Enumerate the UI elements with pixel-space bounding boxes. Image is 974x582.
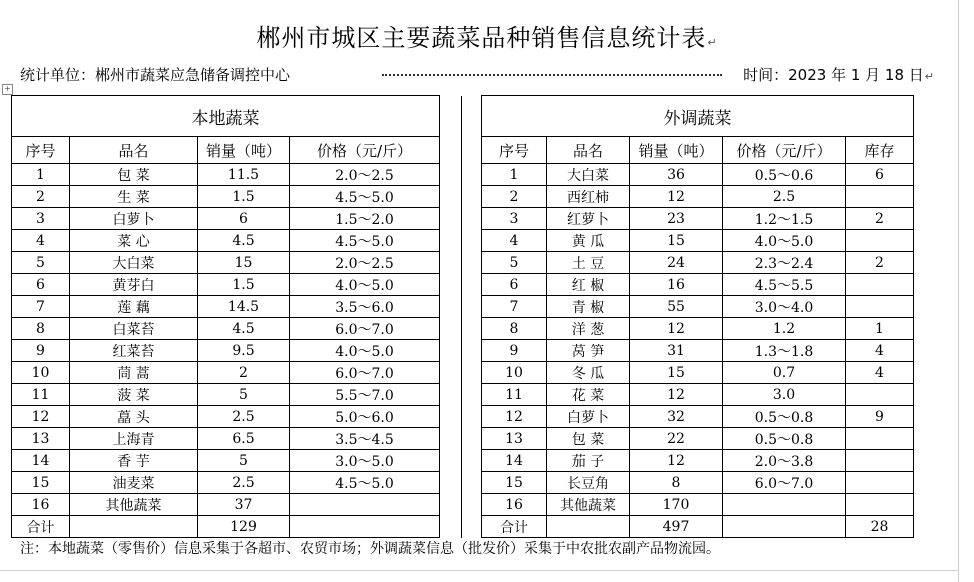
- cell-price-local: 6.0～7.0: [290, 318, 440, 340]
- table-row: [12, 428, 958, 450]
- cell-seq-imported: 7: [482, 296, 547, 318]
- separator-cell: [462, 384, 482, 406]
- cell-volume-imported: 32: [630, 406, 723, 428]
- cell-blank: [440, 384, 462, 406]
- separator-cell: [462, 274, 482, 296]
- cell-volume-local: 4.5: [198, 318, 290, 340]
- cell-blank: [440, 164, 462, 186]
- cell-blank: [440, 472, 462, 494]
- cell-blank: [914, 186, 958, 208]
- separator-cell: [462, 186, 482, 208]
- cell-blank: [914, 472, 958, 494]
- cell-stock-imported: 4: [846, 362, 914, 384]
- cell-blank: [914, 384, 958, 406]
- cell-volume-local: 9.5: [198, 340, 290, 362]
- cell-stock-imported: [846, 384, 914, 406]
- cell-name-local: 香 芋: [70, 450, 198, 472]
- cell-empty: [70, 516, 198, 538]
- cell-seq-local: 7: [12, 296, 70, 318]
- table-row: [12, 274, 958, 296]
- cell-blank: [440, 230, 462, 252]
- header-volume: 销量（吨）: [630, 137, 723, 164]
- cell-price-imported: 2.0～3.8: [723, 450, 846, 472]
- cell-empty: [547, 516, 630, 538]
- cell-empty: [290, 516, 440, 538]
- cell-name-local: 菜 心: [70, 230, 198, 252]
- cell-seq-imported: 1: [482, 164, 547, 186]
- cell-seq-local: 5: [12, 252, 70, 274]
- cell-blank: [914, 318, 958, 340]
- header-stock: 库存: [846, 137, 914, 164]
- cell-volume-imported: 22: [630, 428, 723, 450]
- cell-name-local: 上海青: [70, 428, 198, 450]
- cell-name-imported: 大白菜: [547, 164, 630, 186]
- cell-stock-imported: 9: [846, 406, 914, 428]
- cell-blank: [440, 252, 462, 274]
- group-local: 本地蔬菜: [12, 96, 440, 137]
- group-header-row: [12, 96, 958, 137]
- cell-seq-imported: 2: [482, 186, 547, 208]
- page-edge-bottom: [0, 570, 958, 571]
- cell-name-local: 生 菜: [70, 186, 198, 208]
- cell-volume-imported: 23: [630, 208, 723, 230]
- cell-name-imported: 冬 瓜: [547, 362, 630, 384]
- cell-seq-local: 1: [12, 164, 70, 186]
- cell-volume-imported: 15: [630, 230, 723, 252]
- cell-blank: [440, 274, 462, 296]
- cell-volume-local: 2.5: [198, 472, 290, 494]
- cell-seq-local: 4: [12, 230, 70, 252]
- cell-name-local: 红菜苔: [70, 340, 198, 362]
- cell-price-imported: 3.0～4.0: [723, 296, 846, 318]
- separator-cell: [462, 450, 482, 472]
- cell-blank: [914, 208, 958, 230]
- cell-name-imported: 土 豆: [547, 252, 630, 274]
- separator-cell: [462, 362, 482, 384]
- cell-empty: [723, 516, 846, 538]
- cell-name-imported: 茄 子: [547, 450, 630, 472]
- cell-seq-imported: 14: [482, 450, 547, 472]
- total-volume-imported: 497: [630, 516, 723, 538]
- cell-volume-imported: 8: [630, 472, 723, 494]
- cell-seq-local: 3: [12, 208, 70, 230]
- cell-volume-local: 37: [198, 494, 290, 516]
- cell-blank: [440, 428, 462, 450]
- cell-volume-local: 14.5: [198, 296, 290, 318]
- separator-cell: [462, 516, 482, 538]
- cell-volume-local: 4.5: [198, 230, 290, 252]
- table-row: [12, 318, 958, 340]
- table-row: [12, 472, 958, 494]
- cell-seq-imported: 4: [482, 230, 547, 252]
- vegetable-sales-table: [11, 95, 958, 538]
- cell-volume-local: 6: [198, 208, 290, 230]
- table-row: [12, 450, 958, 472]
- cell-volume-imported: 36: [630, 164, 723, 186]
- total-label-imported: 合计: [482, 516, 547, 538]
- cell-price-local: 4.0～5.0: [290, 274, 440, 296]
- cell-price-local: 3.0～5.0: [290, 450, 440, 472]
- cell-price-imported: 2.3～2.4: [723, 252, 846, 274]
- cell-stock-imported: [846, 494, 914, 516]
- cell-name-imported: 其他蔬菜: [547, 494, 630, 516]
- report-meta: [20, 64, 960, 86]
- cell-name-imported: 黄 瓜: [547, 230, 630, 252]
- cell-seq-imported: 15: [482, 472, 547, 494]
- cell-blank: [440, 340, 462, 362]
- cell-seq-local: 10: [12, 362, 70, 384]
- cell-seq-local: 11: [12, 384, 70, 406]
- cell-price-imported: 4.0～5.0: [723, 230, 846, 252]
- cell-price-imported: 1.3～1.8: [723, 340, 846, 362]
- header-volume: 销量（吨）: [198, 137, 290, 164]
- separator-cell: [462, 164, 482, 186]
- cell-name-imported: 长豆角: [547, 472, 630, 494]
- cell-blank: [914, 516, 958, 538]
- total-volume-local: 129: [198, 516, 290, 538]
- cell-seq-local: 8: [12, 318, 70, 340]
- cell-stock-imported: [846, 450, 914, 472]
- cell-blank: [440, 137, 462, 164]
- cell-volume-imported: 24: [630, 252, 723, 274]
- cell-stock-imported: [846, 274, 914, 296]
- cell-price-local: 3.5～6.0: [290, 296, 440, 318]
- cell-volume-imported: 12: [630, 318, 723, 340]
- report-date: 时间：2023 年 1 月 18 日↵: [743, 66, 934, 84]
- cell-blank: [440, 96, 462, 137]
- cell-price-imported: [723, 494, 846, 516]
- cell-blank: [914, 428, 958, 450]
- separator-cell: [462, 428, 482, 450]
- separator-cell: [462, 296, 482, 318]
- cell-price-imported: 2.5: [723, 186, 846, 208]
- cell-blank: [914, 164, 958, 186]
- cell-seq-local: 16: [12, 494, 70, 516]
- cell-volume-imported: 15: [630, 362, 723, 384]
- table-row: [12, 252, 958, 274]
- header-seq: 序号: [482, 137, 547, 164]
- cell-name-local: 藠 头: [70, 406, 198, 428]
- header-name: 品名: [70, 137, 198, 164]
- cell-price-imported: 0.7: [723, 362, 846, 384]
- cell-blank: [914, 96, 958, 137]
- cell-volume-local: 15: [198, 252, 290, 274]
- separator-cell: [462, 252, 482, 274]
- cell-blank: [440, 406, 462, 428]
- cell-volume-local: 2.5: [198, 406, 290, 428]
- cell-name-local: 白萝卜: [70, 208, 198, 230]
- footnote: 注：本地蔬菜（零售价）信息采集于各超市、农贸市场；外调蔬菜信息（批发价）采集于中农批农副产品物流园。: [20, 541, 720, 557]
- cell-volume-local: 5: [198, 450, 290, 472]
- cell-name-imported: 红萝卜: [547, 208, 630, 230]
- cell-price-local: 4.5～5.0: [290, 230, 440, 252]
- cell-name-local: 菠 菜: [70, 384, 198, 406]
- separator-cell: [462, 472, 482, 494]
- cell-blank: [440, 208, 462, 230]
- cell-blank: [440, 296, 462, 318]
- table-row: [12, 384, 958, 406]
- table-row: [12, 494, 958, 516]
- separator-cell: [462, 96, 482, 137]
- cell-blank: [440, 450, 462, 472]
- cell-seq-imported: 9: [482, 340, 547, 362]
- cell-name-imported: 白萝卜: [547, 406, 630, 428]
- cell-seq-imported: 11: [482, 384, 547, 406]
- cell-name-imported: 洋 葱: [547, 318, 630, 340]
- cell-blank: [914, 274, 958, 296]
- cell-name-local: 其他蔬菜: [70, 494, 198, 516]
- separator-cell: [462, 137, 482, 164]
- table-row: [12, 362, 958, 384]
- reporting-unit: 统计单位：郴州市蔬菜应急储备调控中心: [20, 66, 291, 84]
- cell-blank: [914, 494, 958, 516]
- cell-stock-imported: 6: [846, 164, 914, 186]
- table-row: [12, 186, 958, 208]
- cell-price-local: 4.5～5.0: [290, 472, 440, 494]
- cell-price-imported: 3.0: [723, 384, 846, 406]
- cell-volume-local: 1.5: [198, 186, 290, 208]
- cell-volume-imported: 12: [630, 186, 723, 208]
- cell-stock-imported: [846, 472, 914, 494]
- cell-seq-local: 9: [12, 340, 70, 362]
- cell-price-local: 2.0～2.5: [290, 252, 440, 274]
- column-header-row: [12, 137, 958, 164]
- cell-name-local: 茼 蒿: [70, 362, 198, 384]
- cell-name-imported: 花 菜: [547, 384, 630, 406]
- cell-seq-imported: 8: [482, 318, 547, 340]
- cell-blank: [440, 318, 462, 340]
- cell-name-imported: 包 菜: [547, 428, 630, 450]
- total-row: [12, 516, 958, 538]
- cell-seq-imported: 12: [482, 406, 547, 428]
- header-price: 价格（元/斤）: [290, 137, 440, 164]
- cell-stock-imported: [846, 428, 914, 450]
- cell-name-local: 大白菜: [70, 252, 198, 274]
- cell-blank: [914, 296, 958, 318]
- cell-volume-local: 1.5: [198, 274, 290, 296]
- cell-volume-imported: 31: [630, 340, 723, 362]
- cell-blank: [914, 340, 958, 362]
- cell-seq-imported: 10: [482, 362, 547, 384]
- cell-price-imported: 1.2～1.5: [723, 208, 846, 230]
- cell-price-local: 4.0～5.0: [290, 340, 440, 362]
- table-row: [12, 164, 958, 186]
- cell-price-local: 2.0～2.5: [290, 164, 440, 186]
- separator-cell: [462, 340, 482, 362]
- cell-blank: [440, 494, 462, 516]
- cell-seq-local: 12: [12, 406, 70, 428]
- cell-volume-imported: 16: [630, 274, 723, 296]
- cell-stock-imported: [846, 230, 914, 252]
- cell-name-imported: 莴 笋: [547, 340, 630, 362]
- cell-price-local: 5.5～7.0: [290, 384, 440, 406]
- cell-volume-local: 6.5: [198, 428, 290, 450]
- cell-volume-local: 5: [198, 384, 290, 406]
- cell-blank: [914, 450, 958, 472]
- cell-seq-local: 14: [12, 450, 70, 472]
- page-title: 郴州市城区主要蔬菜品种销售信息统计表↵: [256, 24, 718, 52]
- cell-stock-imported: 2: [846, 208, 914, 230]
- cell-price-local: 1.5～2.0: [290, 208, 440, 230]
- cell-volume-local: 11.5: [198, 164, 290, 186]
- cell-price-imported: 0.5～0.6: [723, 164, 846, 186]
- cell-name-imported: 青 椒: [547, 296, 630, 318]
- table-row: [12, 208, 958, 230]
- cell-price-local: 6.0～7.0: [290, 362, 440, 384]
- cell-name-local: 莲 藕: [70, 296, 198, 318]
- total-stock: 28: [846, 516, 914, 538]
- table-row: [12, 340, 958, 362]
- cell-price-local: 5.0～6.0: [290, 406, 440, 428]
- cell-stock-imported: 1: [846, 318, 914, 340]
- header-price: 价格（元/斤）: [723, 137, 846, 164]
- table-row: [12, 406, 958, 428]
- cell-seq-imported: 16: [482, 494, 547, 516]
- table-move-handle-icon[interactable]: +: [2, 84, 13, 95]
- cell-price-imported: 4.5～5.5: [723, 274, 846, 296]
- cell-blank: [914, 406, 958, 428]
- cell-name-local: 包 菜: [70, 164, 198, 186]
- cell-seq-local: 13: [12, 428, 70, 450]
- leader-dots: [382, 74, 722, 76]
- cell-volume-imported: 55: [630, 296, 723, 318]
- header-name: 品名: [547, 137, 630, 164]
- group-imported: 外调蔬菜: [482, 96, 914, 137]
- table-row: [12, 296, 958, 318]
- cell-name-imported: 西红柿: [547, 186, 630, 208]
- cell-blank: [914, 137, 958, 164]
- separator-cell: [462, 494, 482, 516]
- cell-seq-local: 6: [12, 274, 70, 296]
- cell-blank: [914, 252, 958, 274]
- cell-seq-local: 15: [12, 472, 70, 494]
- cell-seq-imported: 5: [482, 252, 547, 274]
- cell-volume-imported: 170: [630, 494, 723, 516]
- cell-price-local: 3.5～4.5: [290, 428, 440, 450]
- cell-volume-local: 2: [198, 362, 290, 384]
- cell-blank: [440, 516, 462, 538]
- cell-price-imported: 6.0～7.0: [723, 472, 846, 494]
- cell-name-local: 油麦菜: [70, 472, 198, 494]
- cell-blank: [440, 186, 462, 208]
- total-label-local: 合计: [12, 516, 70, 538]
- cell-stock-imported: 2: [846, 252, 914, 274]
- cell-price-imported: 1.2: [723, 318, 846, 340]
- cell-price-local: 4.5～5.0: [290, 186, 440, 208]
- cell-stock-imported: [846, 186, 914, 208]
- cell-seq-imported: 3: [482, 208, 547, 230]
- cell-price-local: [290, 494, 440, 516]
- cell-seq-local: 2: [12, 186, 70, 208]
- cell-price-imported: 0.5～0.8: [723, 406, 846, 428]
- cell-stock-imported: 4: [846, 340, 914, 362]
- cell-seq-imported: 6: [482, 274, 547, 296]
- separator-cell: [462, 318, 482, 340]
- cell-price-imported: 0.5～0.8: [723, 428, 846, 450]
- page-edge-right: [958, 0, 959, 582]
- cell-blank: [914, 362, 958, 384]
- cell-name-local: 白菜苔: [70, 318, 198, 340]
- separator-cell: [462, 406, 482, 428]
- cell-volume-imported: 12: [630, 384, 723, 406]
- separator-cell: [462, 208, 482, 230]
- cell-seq-imported: 13: [482, 428, 547, 450]
- separator-cell: [462, 230, 482, 252]
- cell-name-local: 黄芽白: [70, 274, 198, 296]
- header-seq: 序号: [12, 137, 70, 164]
- table-row: [12, 230, 958, 252]
- cell-blank: [914, 230, 958, 252]
- cell-blank: [440, 362, 462, 384]
- cell-stock-imported: [846, 296, 914, 318]
- cell-name-imported: 红 椒: [547, 274, 630, 296]
- cell-volume-imported: 12: [630, 450, 723, 472]
